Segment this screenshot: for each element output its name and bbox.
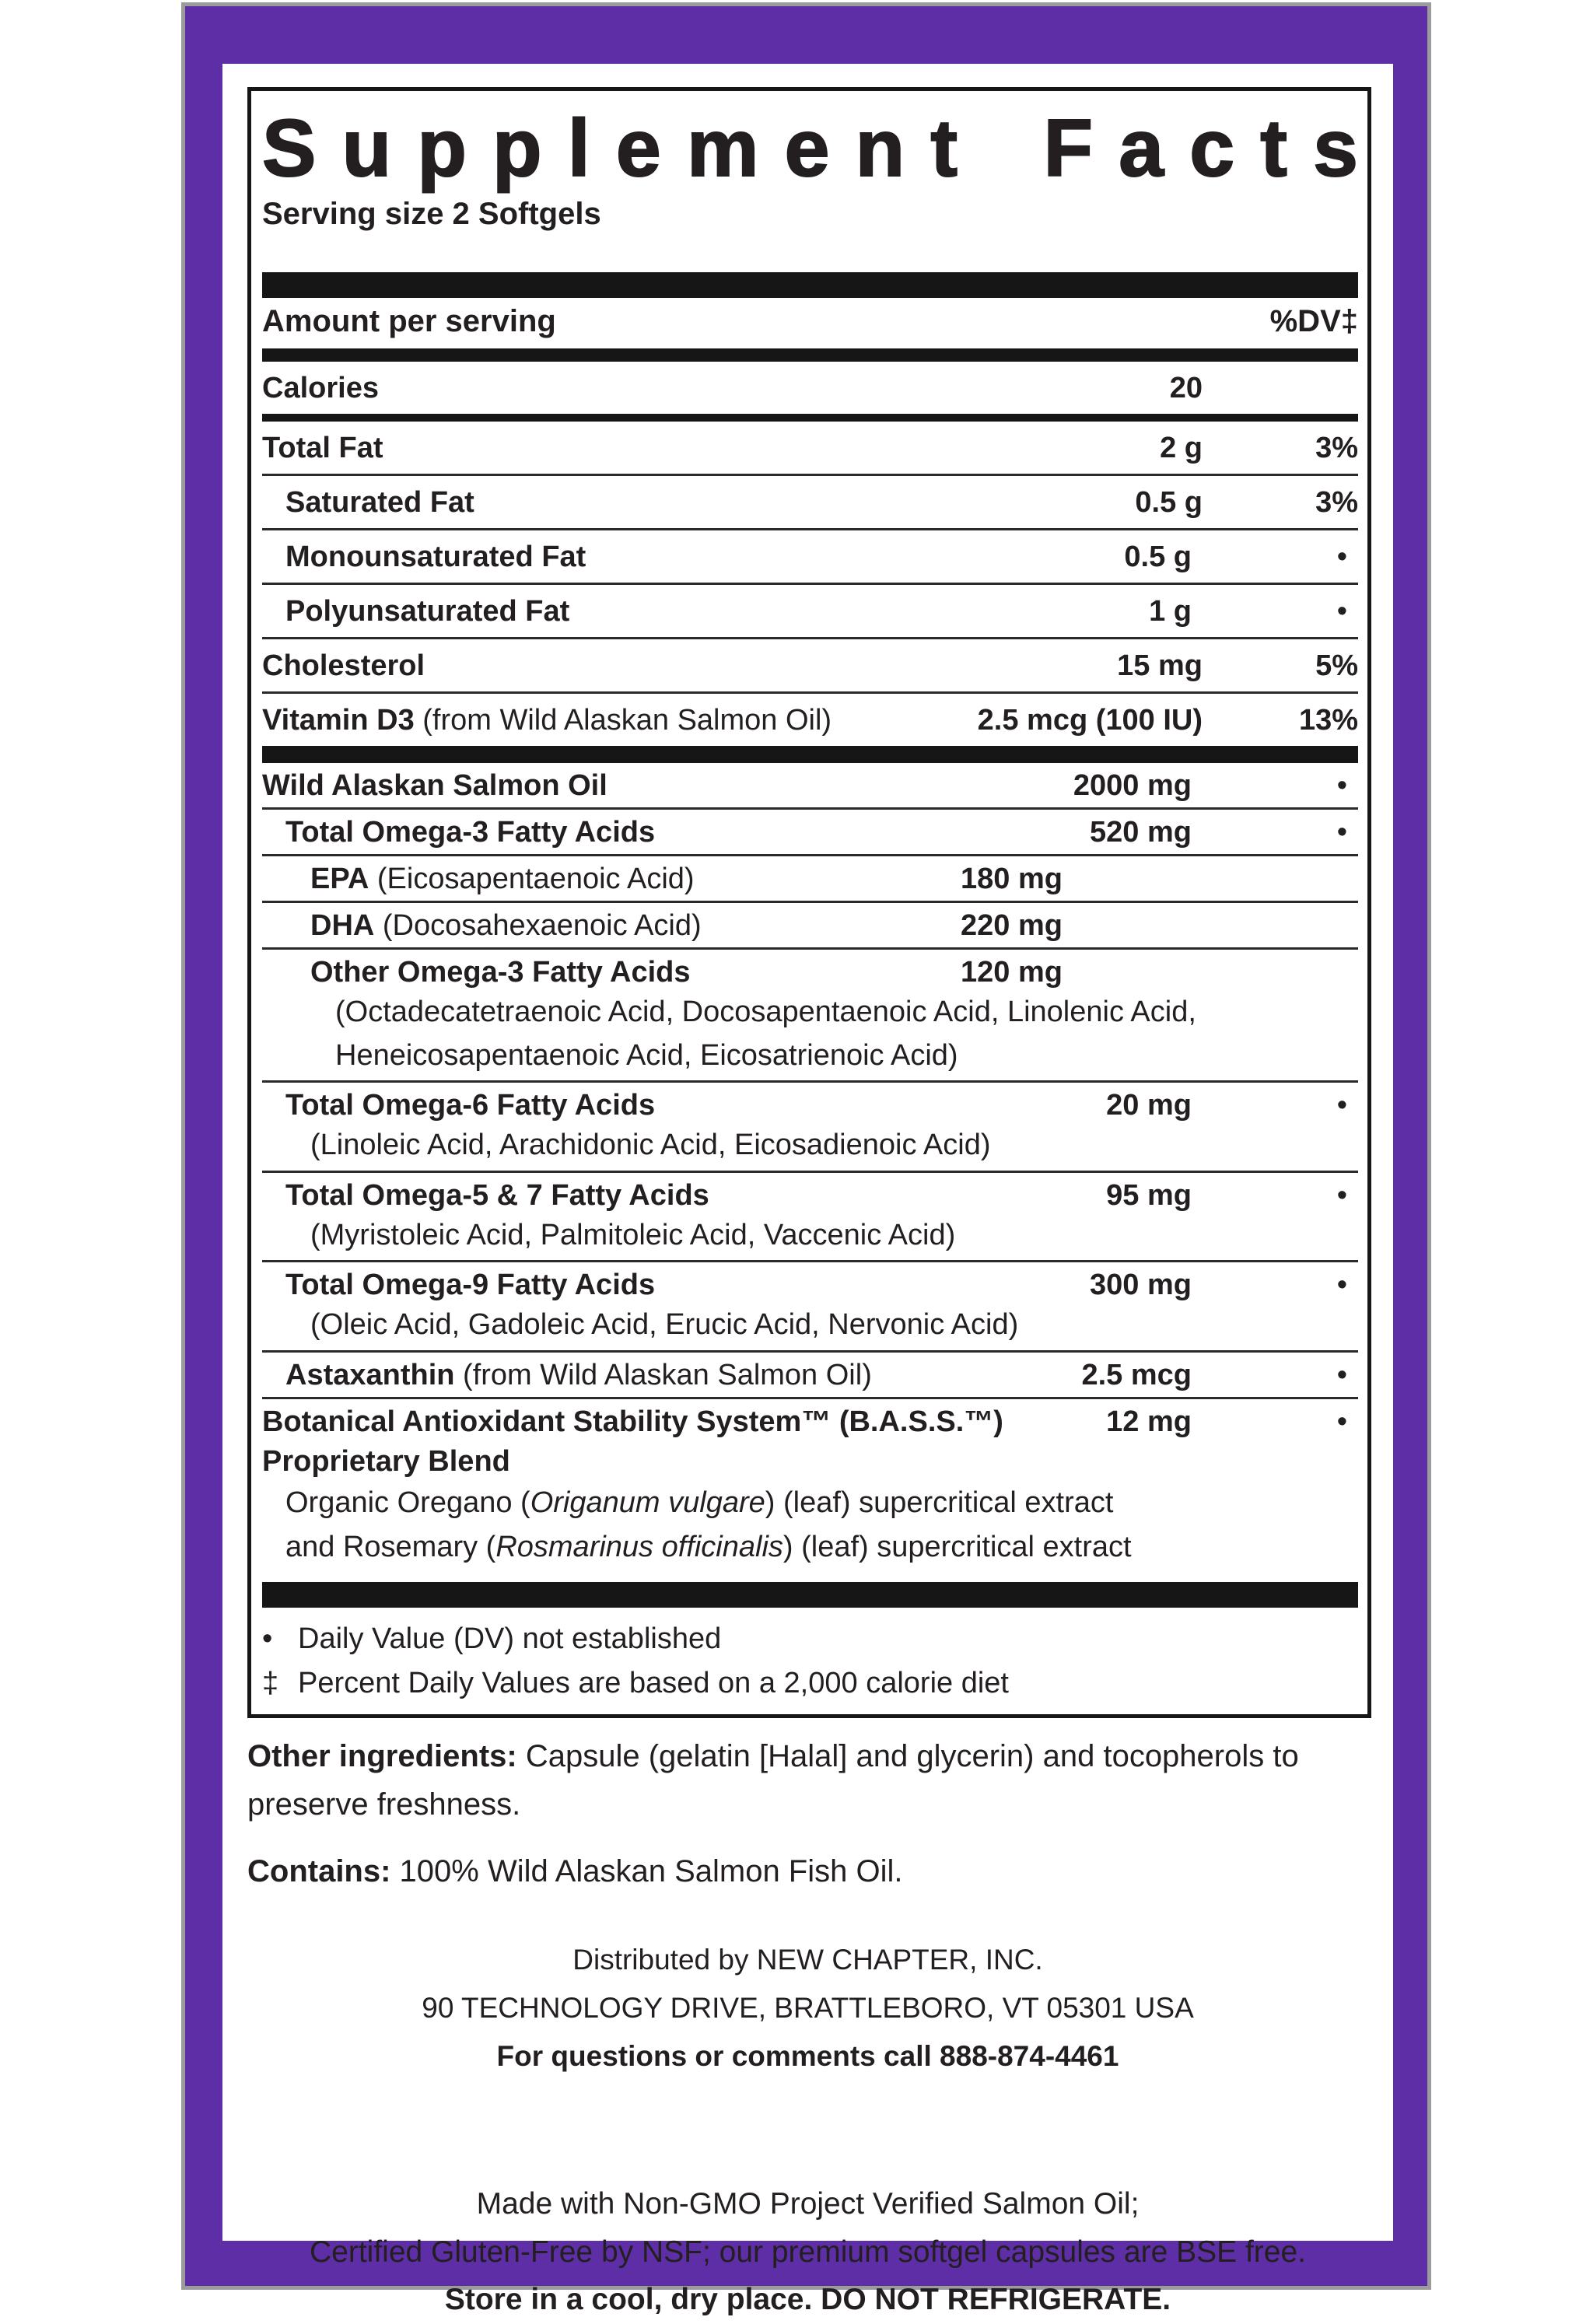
nutrient-row xyxy=(262,1262,1358,1307)
nutrient-dv: 5% xyxy=(1315,649,1358,682)
thick-divider xyxy=(262,1582,1358,1608)
nutrient-row xyxy=(262,1083,1358,1127)
nutrient-amount: 2000 mg xyxy=(1073,769,1192,802)
footnote xyxy=(262,1617,1358,1662)
nutrient-amount: 20 xyxy=(1169,372,1203,404)
acid-list-line: Heneicosapentaenoic Acid, Eicosatrienoic Acid) xyxy=(335,1038,958,1072)
contains-text: 100% Wild Alaskan Salmon Fish Oil. xyxy=(390,1853,903,1888)
nutrient-name: Other Omega-3 Fatty Acids xyxy=(310,956,691,989)
nutrient-dv-bullet: • xyxy=(1336,1358,1347,1391)
nutrient-amount: 0.5 g xyxy=(1135,486,1203,519)
nutrient-name: Cholesterol xyxy=(262,649,425,682)
nutrient-amount: 120 mg xyxy=(961,956,1063,989)
footnote-marker: • xyxy=(262,1622,273,1655)
panel-title: S u p p l e m e n t F a c t s xyxy=(262,103,1358,194)
non-gmo-line: Made with Non-GMO Project Verified Salmon Oil; xyxy=(476,2186,1140,2221)
nutrient-row xyxy=(262,856,1358,901)
nutrient-amount: 2.5 mcg xyxy=(1081,1358,1192,1391)
acid-list-line: (Myristoleic Acid, Palmitoleic Acid, Vaccenic Acid) xyxy=(310,1218,956,1251)
nutrient-name: Botanical Antioxidant Stability System™ (B.A.S.S.™) xyxy=(262,1405,1003,1438)
nutrient-name: Wild Alaskan Salmon Oil xyxy=(262,769,607,802)
amount-per-serving-label: Amount per serving xyxy=(262,304,556,338)
distributor-address: 90 TECHNOLOGY DRIVE, BRATTLEBORO, VT 05301 USA xyxy=(422,1991,1194,2024)
nutrient-row xyxy=(262,763,1358,807)
nutrient-amount: 95 mg xyxy=(1106,1178,1192,1212)
nutrient-amount: 2.5 mcg (100 IU) xyxy=(977,704,1203,737)
nutrient-dv: 3% xyxy=(1315,486,1358,519)
nutrient-row xyxy=(262,476,1358,528)
blend-ingredient-line xyxy=(262,1485,1358,1530)
nutrient-dv-bullet: • xyxy=(1336,541,1347,573)
nutrient-name: Polyunsaturated Fat xyxy=(285,595,570,628)
nutrient-dv: 13% xyxy=(1298,704,1358,737)
nutrient-dv-bullet: • xyxy=(1336,1089,1347,1122)
nutrient-amount: 20 mg xyxy=(1106,1089,1192,1122)
footnote-text: Daily Value (DV) not established xyxy=(298,1622,722,1655)
column-header-row xyxy=(262,298,1358,347)
other-ingredients-text: Capsule (gelatin [Halal] and glycerin) and tocopherols to preserve freshness. xyxy=(247,1738,1299,1822)
nutrient-name: Total Omega-9 Fatty Acids xyxy=(285,1269,656,1301)
other-ingredients xyxy=(247,1732,1365,1829)
nutrient-name: Saturated Fat xyxy=(285,486,474,519)
thick-divider xyxy=(262,272,1358,298)
nutrient-dv-bullet: • xyxy=(1336,1178,1347,1212)
nutrient-amount: 0.5 g xyxy=(1124,541,1192,573)
nutrient-row xyxy=(262,810,1358,854)
blend-text: ) (leaf) supercritical extract xyxy=(765,1486,1114,1519)
footnote-marker: ‡ xyxy=(262,1667,279,1699)
contains-statement xyxy=(247,1847,1365,1895)
nutrient-amount: 520 mg xyxy=(1090,816,1192,849)
nutrient-amount: 300 mg xyxy=(1090,1269,1192,1301)
distributor-block xyxy=(222,1936,1393,2081)
footnote xyxy=(262,1661,1358,1706)
nutrient-row xyxy=(262,585,1358,637)
calories-row xyxy=(262,362,1358,414)
nutrient-row xyxy=(262,1399,1358,1444)
nutrient-amount: 12 mg xyxy=(1106,1405,1192,1438)
distributor-line: Distributed by NEW CHAPTER, INC. xyxy=(572,1943,1043,1976)
nutrient-row xyxy=(262,1173,1358,1217)
nutrient-amount: 15 mg xyxy=(1117,649,1203,682)
other-ingredients-label: Other ingredients: xyxy=(247,1738,517,1773)
nutrient-source-note: (from Wild Alaskan Salmon Oil) xyxy=(454,1358,872,1391)
nutrient-row xyxy=(262,422,1358,474)
supplement-facts-panel xyxy=(247,87,1371,1718)
nutrient-dv-bullet: • xyxy=(1336,816,1347,849)
proprietary-blend-title: Proprietary Blend xyxy=(262,1444,510,1478)
nutrient-name: Monounsaturated Fat xyxy=(285,541,586,573)
nutrient-chem-note: (Eicosapentaenoic Acid) xyxy=(369,863,695,895)
nutrient-row xyxy=(262,950,1358,994)
blend-text: ) (leaf) supercritical extract xyxy=(782,1531,1132,1563)
blend-text: Organic Oregano ( xyxy=(285,1486,530,1519)
nutrient-name: DHA xyxy=(310,909,375,942)
storage-instructions: Store in a cool, dry place. DO NOT REFRIGERATE. xyxy=(444,2283,1171,2317)
quality-storage-block xyxy=(222,2180,1393,2324)
nutrient-dv-bullet: • xyxy=(1336,1405,1347,1438)
small-divider xyxy=(262,414,1358,422)
blend-text: and Rosemary ( xyxy=(285,1531,496,1563)
footnote-text: Percent Daily Values are based on a 2,000 calorie diet xyxy=(298,1667,1009,1699)
nutrient-name: Calories xyxy=(262,372,379,404)
acid-list-line: (Octadecatetraenoic Acid, Docosapentaenoic Acid, Linolenic Acid, xyxy=(335,996,1196,1028)
nutrient-name: Total Omega-6 Fatty Acids xyxy=(285,1089,656,1122)
phone-line: For questions or comments call 888-874-4461 xyxy=(496,2039,1119,2072)
nutrient-source-note: (from Wild Alaskan Salmon Oil) xyxy=(414,704,832,737)
nutrient-row xyxy=(262,694,1358,746)
serving-size: Serving size 2 Softgels xyxy=(262,197,601,231)
nutrient-dv-bullet: • xyxy=(1336,595,1347,628)
nutrient-name: Astaxanthin xyxy=(285,1358,455,1391)
acid-list-line: (Linoleic Acid, Arachidonic Acid, Eicosadienoic Acid) xyxy=(310,1129,991,1161)
nutrient-amount: 1 g xyxy=(1149,595,1192,628)
nutrient-amount: 2 g xyxy=(1160,432,1203,464)
nutrient-name: Total Omega-5 & 7 Fatty Acids xyxy=(285,1178,709,1212)
section-divider xyxy=(262,746,1358,763)
acid-list-line: (Oleic Acid, Gadoleic Acid, Erucic Acid, Nervonic Acid) xyxy=(310,1308,1019,1341)
nutrient-row xyxy=(262,903,1358,947)
gluten-free-line: Certified Gluten-Free by NSF; our premium softgel capsules are BSE free. xyxy=(309,2235,1307,2269)
nutrient-name: Total Fat xyxy=(262,432,383,464)
nutrient-dv: 3% xyxy=(1315,432,1358,464)
medium-divider xyxy=(262,348,1358,362)
dv-column-label: %DV‡ xyxy=(1269,304,1358,338)
contains-label: Contains: xyxy=(247,1853,391,1888)
purple-label-frame xyxy=(181,2,1431,2317)
nutrient-name: Vitamin D3 xyxy=(262,704,415,737)
nutrient-amount: 180 mg xyxy=(961,863,1063,895)
nutrient-chem-note: (Docosahexaenoic Acid) xyxy=(374,909,702,942)
blend-ingredient-line xyxy=(262,1529,1358,1574)
nutrient-name: Total Omega-3 Fatty Acids xyxy=(285,816,656,849)
nutrient-row xyxy=(262,530,1358,583)
nutrient-row xyxy=(262,1353,1358,1397)
spacer xyxy=(262,232,1358,272)
supplement-label xyxy=(222,64,1393,2317)
nutrient-dv-bullet: • xyxy=(1336,769,1347,802)
nutrient-dv-bullet: • xyxy=(1336,1269,1347,1301)
latin-name: Rosmarinus officinalis xyxy=(495,1531,783,1563)
nutrient-amount: 220 mg xyxy=(961,909,1063,942)
latin-name: Origanum vulgare xyxy=(530,1486,765,1519)
nutrient-name: EPA xyxy=(310,863,369,895)
nutrient-row xyxy=(262,639,1358,691)
